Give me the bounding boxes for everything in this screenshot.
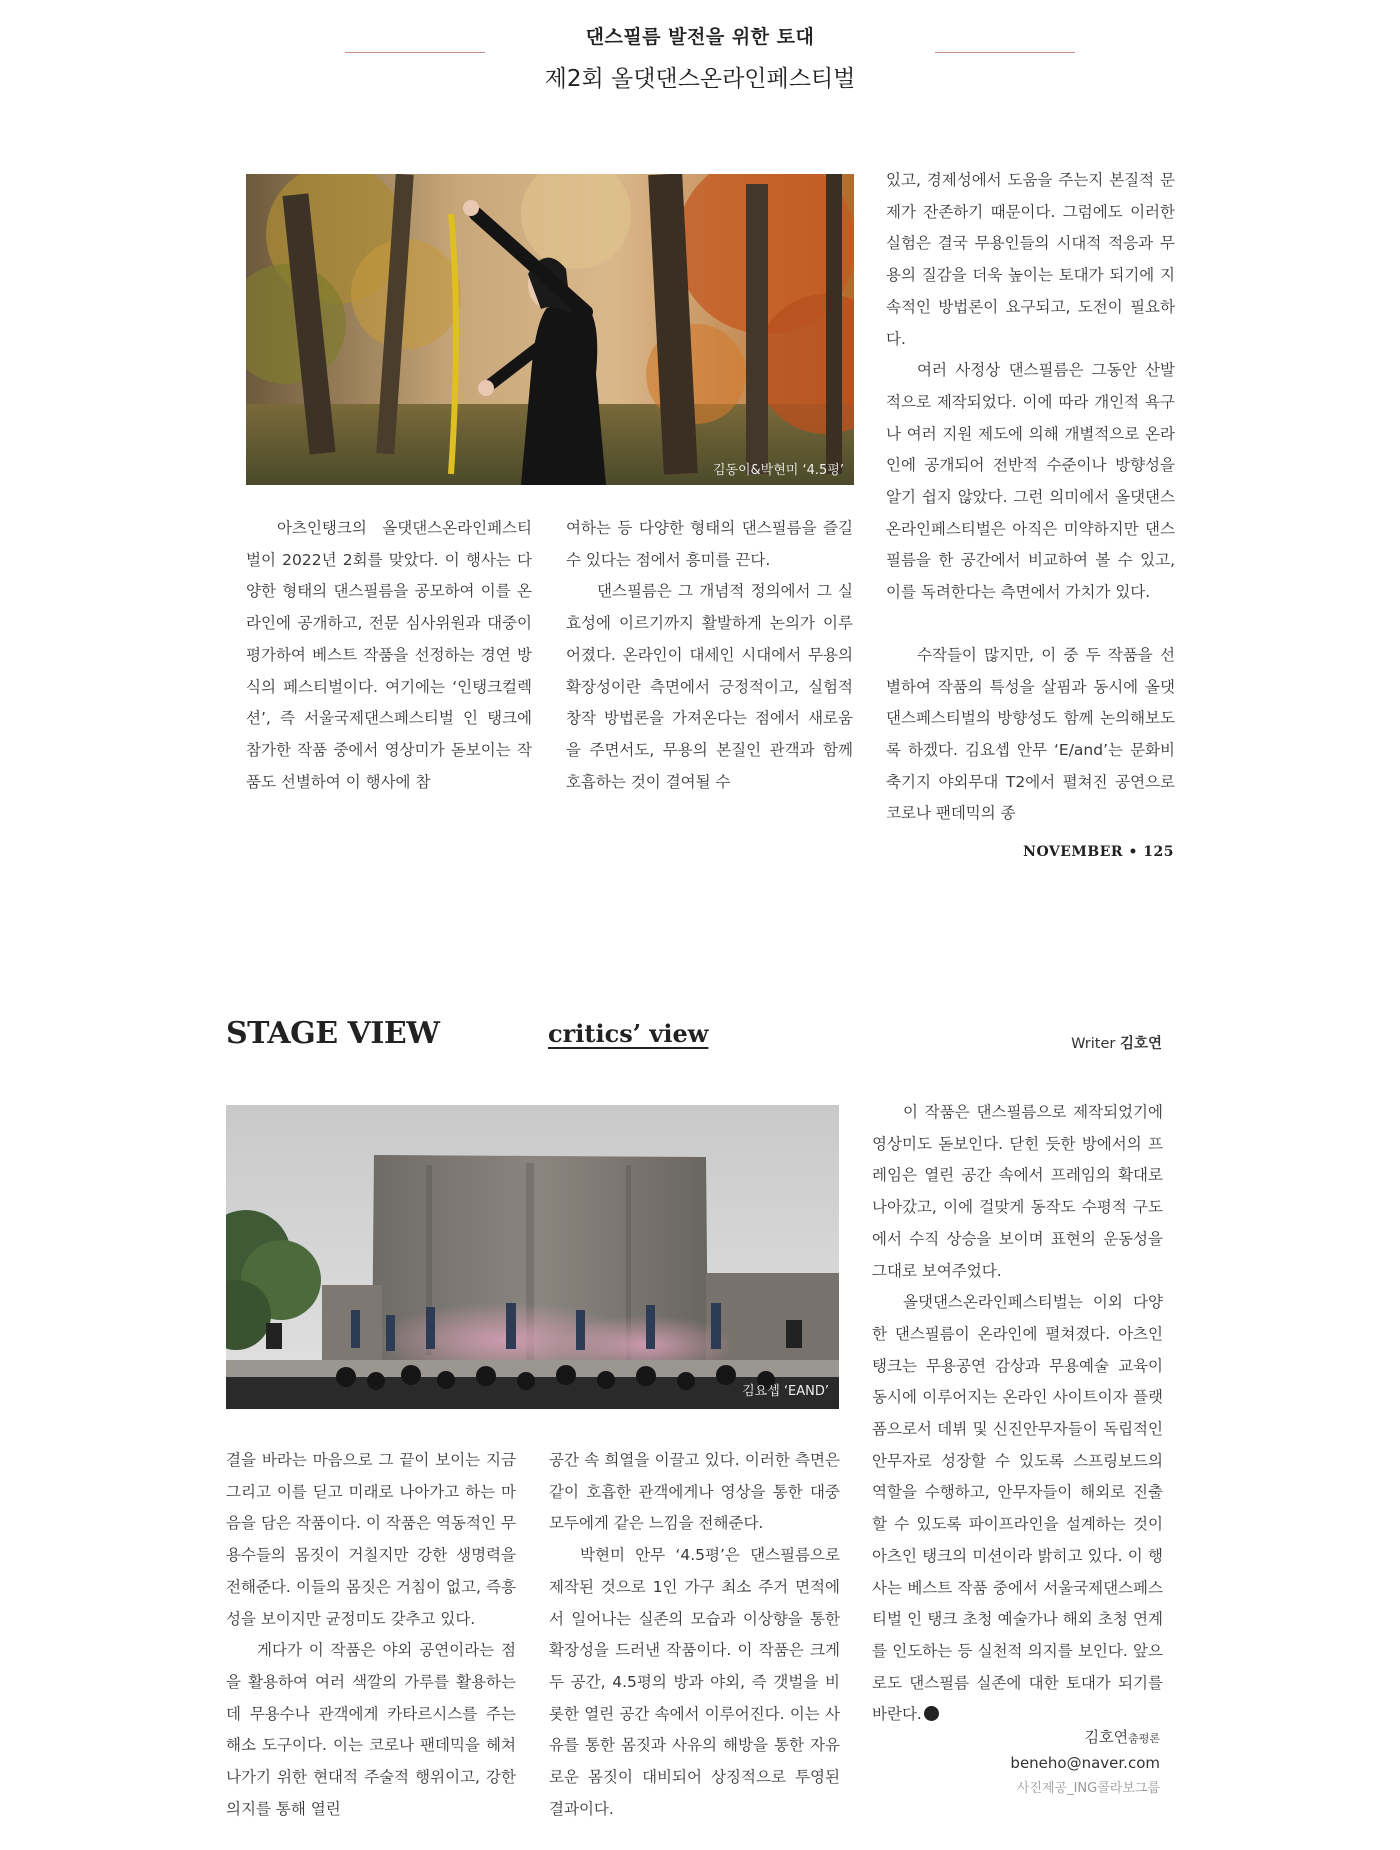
- photo-caption: 김동이&박현미 ‘4.5평’: [712, 463, 844, 478]
- paragraph: 수작들이 많지만, 이 중 두 작품을 선별하여 작품의 특성을 살핌과 동시에 올댓댄스페스티벌의 방향성도 함께 논의해보도록 하겠다. 김요셉 안무 ‘E/and’는 문화비축기지 야외무대 T2에서 펼쳐진 공연으로 코로나 팬데믹의 종: [886, 645, 1175, 823]
- signature-email: beneho@naver.com: [1010, 1754, 1160, 1772]
- paragraph: 아츠인탱크의 올댓댄스온라인페스티벌이 2022년 2회를 맞았다. 이 행사는 다양한 형태의 댄스필름을 공모하여 이를 온라인에 공개하고, 전문 심사위원과 대중이 평가하여 베스트 작품을 선정하는 경연 방식의 페스티벌이다. 여기에는 ‘인탱크컬렉션’, 즉 서울국제댄스페스티벌 인 탱크에 참가한 작품 중에서 영상미가 돋보이는 작품도 선별하여 이 행사에 참: [246, 519, 532, 791]
- section-title: STAGE VIEW: [226, 1016, 440, 1051]
- folio-month: NOVEMBER: [1023, 844, 1124, 860]
- issue-subtitle: 댄스필름 발전을 위한 토대: [585, 26, 815, 48]
- paragraph-text: 올댓댄스온라인페스티벌는 이외 다양한 댄스필름이 온라인에 펼쳐졌다. 아츠인탱크는 무용공연 감상과 무용예술 교육이 동시에 이루어지는 온라인 사이트이자 플랫폼으로서 데뷔 및 신진안무자들이 독립적인 안무자로 성장할 수 있도록 스프링보드의 역할을 수행하고, 안무자들이 해외로 진출할 수 있도록 파이프라인을 설계하는 것이 아츠인 탱크의 미션이라 밝히고 있다. 이 행사는 베스트 작품 중에서 서울국제댄스페스티벌 인 탱크 초청 예술가나 해외 초청 연계를 인도하는 등 실천적 의지를 보인다. 앞으로도 댄스필름 실존에 대한 토대가 되기를 바란다.: [872, 1293, 1163, 1724]
- photo-credit: 사진제공_ING콜라보그룹: [1016, 1781, 1160, 1796]
- author-signature: [1010, 1725, 1160, 1801]
- signature-role: 춤평론: [1128, 1732, 1160, 1745]
- writer-label: Writer: [1071, 1036, 1116, 1052]
- folio-page-number: 125: [1143, 844, 1174, 860]
- folio-bullet: •: [1128, 844, 1138, 860]
- writer-name: 김호연: [1119, 1036, 1162, 1052]
- paragraph: 공간 속 희열을 이끌고 있다. 이러한 측면은 같이 호흡한 관객에게나 영상을 통한 대중 모두에게 같은 느낌을 전해준다.: [549, 1451, 840, 1533]
- paragraph: 댄스필름은 그 개념적 정의에서 그 실효성에 이르기까지 활발하게 논의가 이루어졌다. 온라인이 대세인 시대에서 무용의 확장성이란 측면에서 긍정적이고, 실험적 창작 방법론을 가져온다는 점에서 새로움을 주면서도, 무용의 본질인 관객과 함께 호흡하는 것이 결여될 수: [566, 582, 853, 791]
- writer-credit: [1071, 1032, 1162, 1053]
- stage-photo-eand: [226, 1105, 839, 1409]
- paragraph: 있고, 경제성에서 도움을 주는지 본질적 문제가 잔존하기 때문이다. 그럼에도 이러한 실험은 결국 무용인들의 시대적 적응과 무용의 질감을 더욱 높이는 토대가 되기에 지속적인 방법론이 요구되고, 도전이 필요하다.: [886, 171, 1175, 348]
- header-rule-right: [935, 52, 1075, 53]
- outdoor-stage-illustration: [226, 1105, 839, 1409]
- page-folio: [1023, 844, 1174, 860]
- article2-column-2: [549, 1445, 840, 1825]
- paragraph: 이 작품은 댄스필름으로 제작되었기에 영상미도 돋보인다. 닫힌 듯한 방에서의 프레임은 열린 공간 속에서 프레임의 확대로 나아갔고, 이에 걸맞게 동작도 수평적 구도에서 수직 상승을 보이며 표현의 운동성을 그대로 보여주었다.: [872, 1103, 1163, 1280]
- paragraph: 게다가 이 작품은 야외 공연이라는 점을 활용하여 여러 색깔의 가루를 활용하는데 무용수나 관객에게 카타르시스를 주는 해소 도구이다. 이는 코로나 팬데믹을 헤쳐나가기 위한 현대적 주술적 행위이고, 강한 의지를 통해 열린: [226, 1641, 516, 1818]
- subsection-title: critics’ view: [548, 1019, 709, 1048]
- signature-name: 김호연: [1084, 1728, 1129, 1746]
- photo-caption: 김요셉 ‘EAND’: [742, 1384, 829, 1399]
- paragraph: 결을 바라는 마음으로 그 끝이 보이는 지금 그리고 이를 딛고 미래로 나아가고 하는 마음을 담은 작품이다. 이 작품은 역동적인 무용수들의 몸짓이 거칠지만 강한 생명력을 전해준다. 이들의 몸짓은 거침이 없고, 즉흥성을 보이지만 균정미도 갖추고 있다.: [226, 1451, 516, 1628]
- header-rule-left: [345, 52, 485, 53]
- article1-column-2: [566, 513, 853, 798]
- paragraph: [872, 1287, 1163, 1731]
- autumn-dancer-illustration: [246, 174, 854, 485]
- article1-column-3: [886, 165, 1175, 830]
- issue-title: 제2회 올댓댄스온라인페스티벌: [544, 66, 856, 92]
- paragraph: 여하는 등 다양한 형태의 댄스필름을 즐길 수 있다는 점에서 흥미를 끈다.: [566, 519, 853, 569]
- dancer-photo-4-5pyeong: [246, 174, 854, 485]
- article2-column-1: [226, 1445, 516, 1825]
- paragraph: 여러 사정상 댄스필름은 그동안 산발적으로 제작되었다. 이에 따라 개인적 욕구나 여러 지원 제도에 의해 개별적으로 온라인에 공개되어 전반적 수준이나 방향성을 알기 쉽지 않았다. 그런 의미에서 올댓댄스온라인페스티벌은 아직은 미약하지만 댄스필름을 한 공간에서 비교하여 볼 수 있고, 이를 독려한다는 측면에서 가치가 있다.: [886, 361, 1175, 602]
- paragraph: 박현미 안무 ‘4.5평’은 댄스필름으로 제작된 것으로 1인 가구 최소 주거 면적에서 일어나는 실존의 모습과 이상향을 통한 확장성을 드러낸 작품이다. 이 작품은 크게 두 공간, 4.5평의 방과 야외, 즉 갯벌을 비롯한 열린 공간 속에서 이루어진다. 이는 사유를 통한 몸짓과 사유의 해방을 통한 자유로운 몸짓이 대비되어 상징적으로 투영된 결과이다.: [549, 1546, 840, 1818]
- article-end-mark-icon: [924, 1706, 939, 1721]
- article1-column-1: [246, 513, 532, 798]
- article2-column-3: [872, 1097, 1163, 1731]
